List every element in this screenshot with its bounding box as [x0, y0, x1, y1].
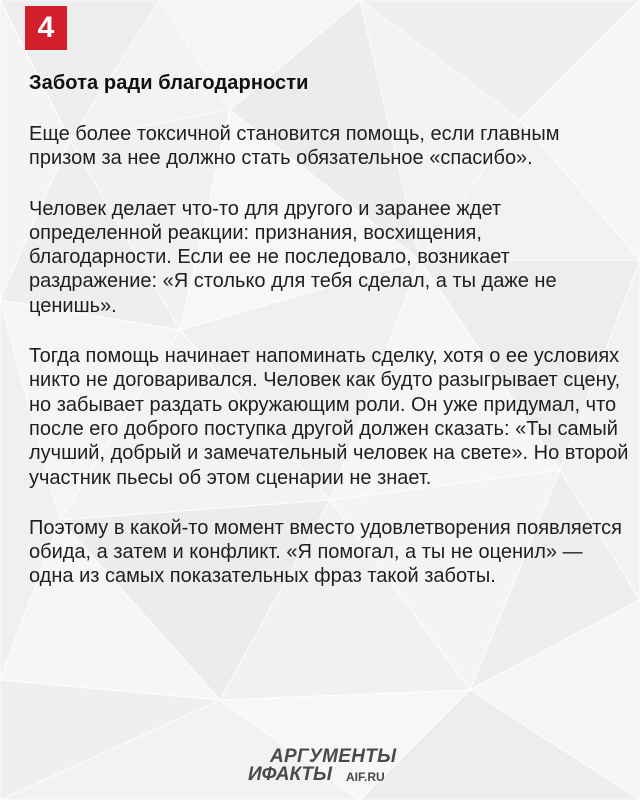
paragraph-1: Еще более токсичной становится помощь, если главным призом за нее должно стать обязательное «спасибо».: [29, 123, 560, 170]
paragraph-4: Поэтому в какой-то момент вместо удовлетворения появляется обида, а затем и конфликт. «Я помогал, а ты не оценил» — одна из самых показательных фраз такой заботы.: [29, 516, 622, 588]
slide-number: 4: [37, 11, 55, 44]
logo-line-2: ИФАКТЫ: [248, 764, 333, 785]
article-body: [29, 122, 629, 615]
logo-domain: AIF.RU: [346, 770, 385, 784]
paragraph-3: Тогда помощь начинает напоминать сделку, хотя о ее условиях никто не договаривался. Человек как будто разыгрывает сцену, но забывает раздать окружающим роли. Он уже придумал, что после его доброго поступка другой должен сказать: «Ты самый лучший, добрый и замечательный человек на свете». Но второй участник пьесы об этом сценарии не знает.: [29, 345, 629, 489]
paragraph-2: Человек делает что-то для другого и заранее ждет определенной реакции: признания, восхищения, благодарности. Если ее не последовало, возникает раздражение: «Я столько для тебя сделал, а ты даже не ценишь».: [29, 197, 557, 317]
aif-logo: [248, 746, 418, 786]
slide-number-badge: [25, 6, 67, 50]
section-heading: Забота ради благодарности: [29, 72, 309, 94]
logo-line-1: АРГУМЕНТЫ: [270, 746, 397, 767]
